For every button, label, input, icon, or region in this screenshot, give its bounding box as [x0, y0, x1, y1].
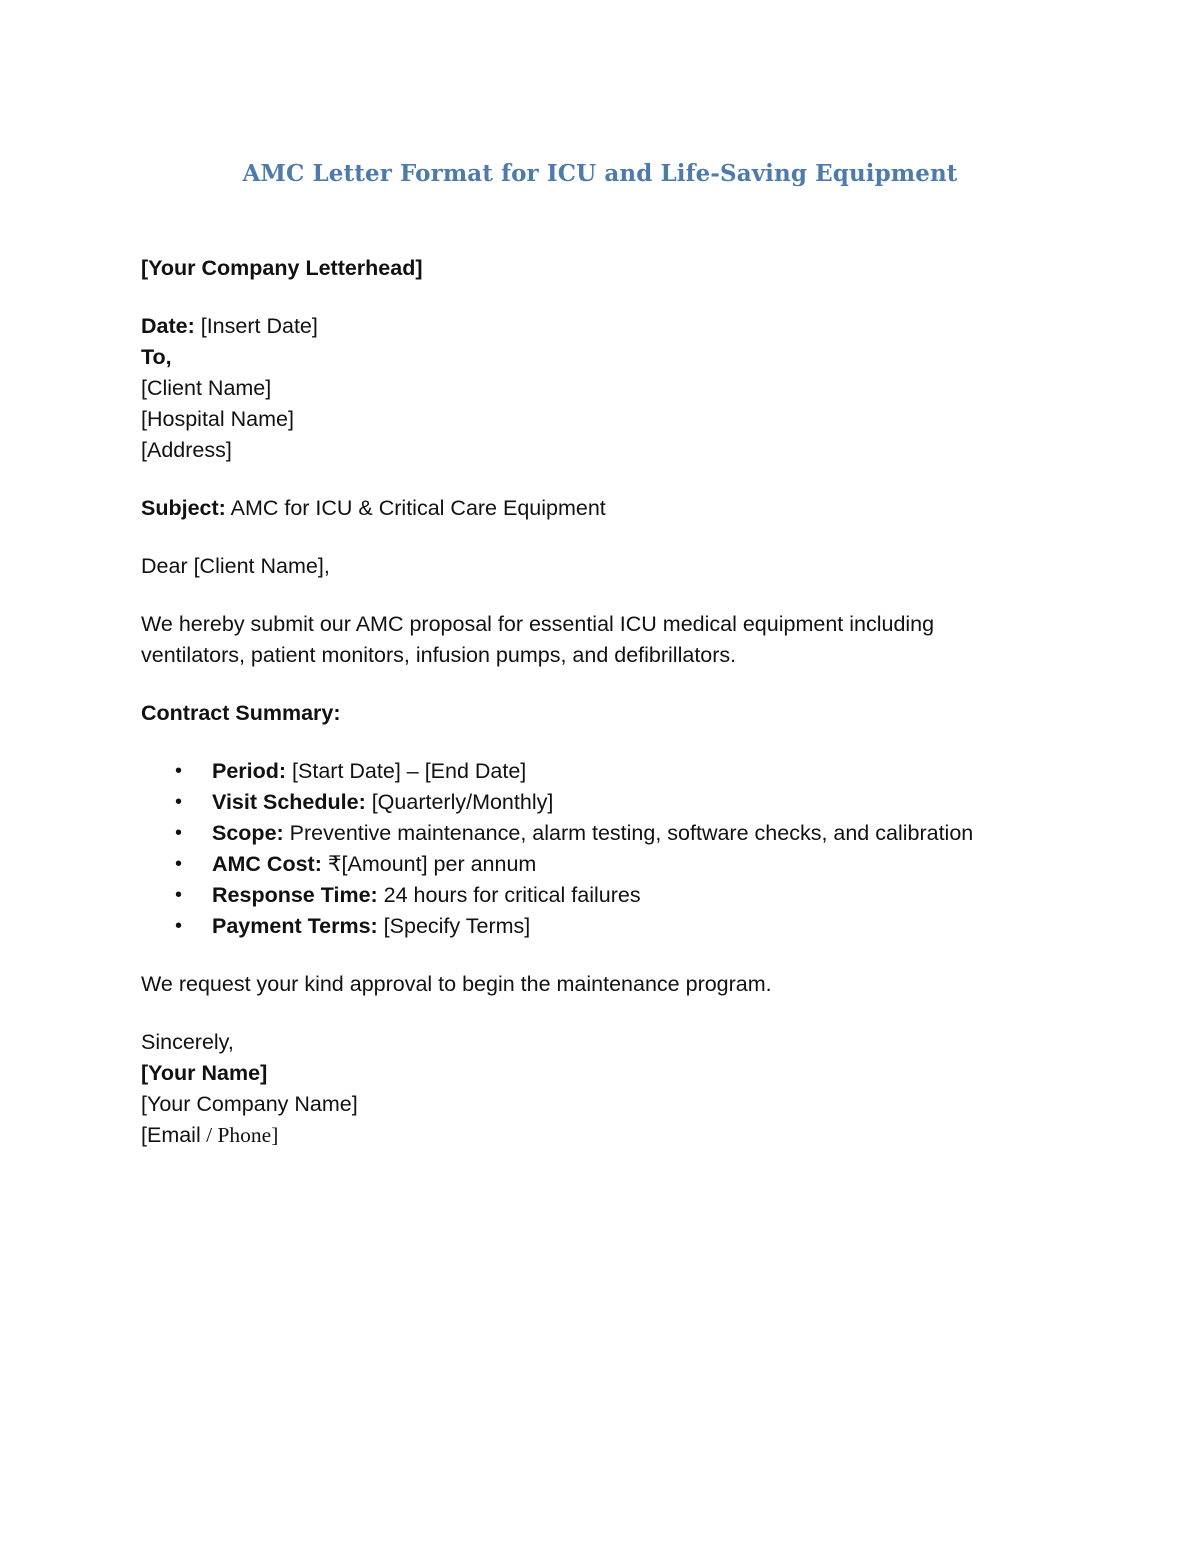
period-label: Period: [212, 759, 287, 783]
bullet-icon: • [175, 791, 183, 813]
salutation: Dear [Client Name], [141, 554, 330, 578]
response-time-label: Response Time: [212, 883, 378, 907]
contract-summary-list [141, 756, 1101, 942]
signoff: Sincerely, [141, 1030, 234, 1054]
subject-label: Subject: [141, 496, 226, 520]
list-item [141, 787, 1101, 818]
date-line [141, 311, 1101, 342]
amc-cost-value: ₹[Amount] per annum [321, 852, 537, 876]
document-title: AMC Letter Format for ICU and Life-Saving Equipment [242, 160, 958, 187]
bullet-icon: • [175, 915, 183, 937]
list-item [141, 756, 1101, 787]
your-name-placeholder: [Your Name] [141, 1061, 268, 1085]
recipient-client-name: [Client Name] [141, 376, 272, 400]
scope-label: Scope: [212, 821, 284, 845]
recipient-address: [Address] [141, 438, 232, 462]
payment-terms-value: [Specify Terms] [377, 914, 531, 938]
intro-line-1: We hereby submit our AMC proposal for essential ICU medical equipment including [141, 612, 935, 636]
visit-schedule-value: [Quarterly/Monthly] [365, 790, 554, 814]
intro-line-2: ventilators, patient monitors, infusion pumps, and defibrillators. [141, 643, 737, 667]
letter-body [141, 253, 1101, 1151]
bullet-icon: • [175, 884, 183, 906]
visit-schedule-label: Visit Schedule: [212, 790, 366, 814]
list-item [141, 880, 1101, 911]
contact-line [141, 1120, 1101, 1151]
closing-request: We request your kind approval to begin the maintenance program. [141, 972, 772, 996]
bullet-icon: • [175, 853, 183, 875]
payment-terms-label: Payment Terms: [212, 914, 378, 938]
list-item [141, 849, 1101, 880]
contact-email: [Email [141, 1123, 201, 1147]
bullet-icon: • [175, 760, 183, 782]
period-value: [Start Date] – [End Date] [286, 759, 527, 783]
list-item [141, 818, 1101, 849]
scope-value: Preventive maintenance, alarm testing, software checks, and calibration [283, 821, 974, 845]
summary-heading: Contract Summary: [141, 701, 341, 725]
amc-cost-label: AMC Cost: [212, 852, 322, 876]
letterhead-placeholder: [Your Company Letterhead] [141, 256, 423, 280]
company-name-placeholder: [Your Company Name] [141, 1092, 358, 1116]
to-label: To, [141, 345, 172, 369]
subject-value: AMC for ICU & Critical Care Equipment [225, 496, 606, 520]
contact-phone: / Phone] [200, 1123, 279, 1147]
recipient-hospital-name: [Hospital Name] [141, 407, 294, 431]
bullet-icon: • [175, 822, 183, 844]
response-time-value: 24 hours for critical failures [377, 883, 641, 907]
subject-line [141, 493, 1101, 524]
list-item [141, 911, 1101, 942]
date-value: [Insert Date] [194, 314, 318, 338]
date-label: Date: [141, 314, 195, 338]
